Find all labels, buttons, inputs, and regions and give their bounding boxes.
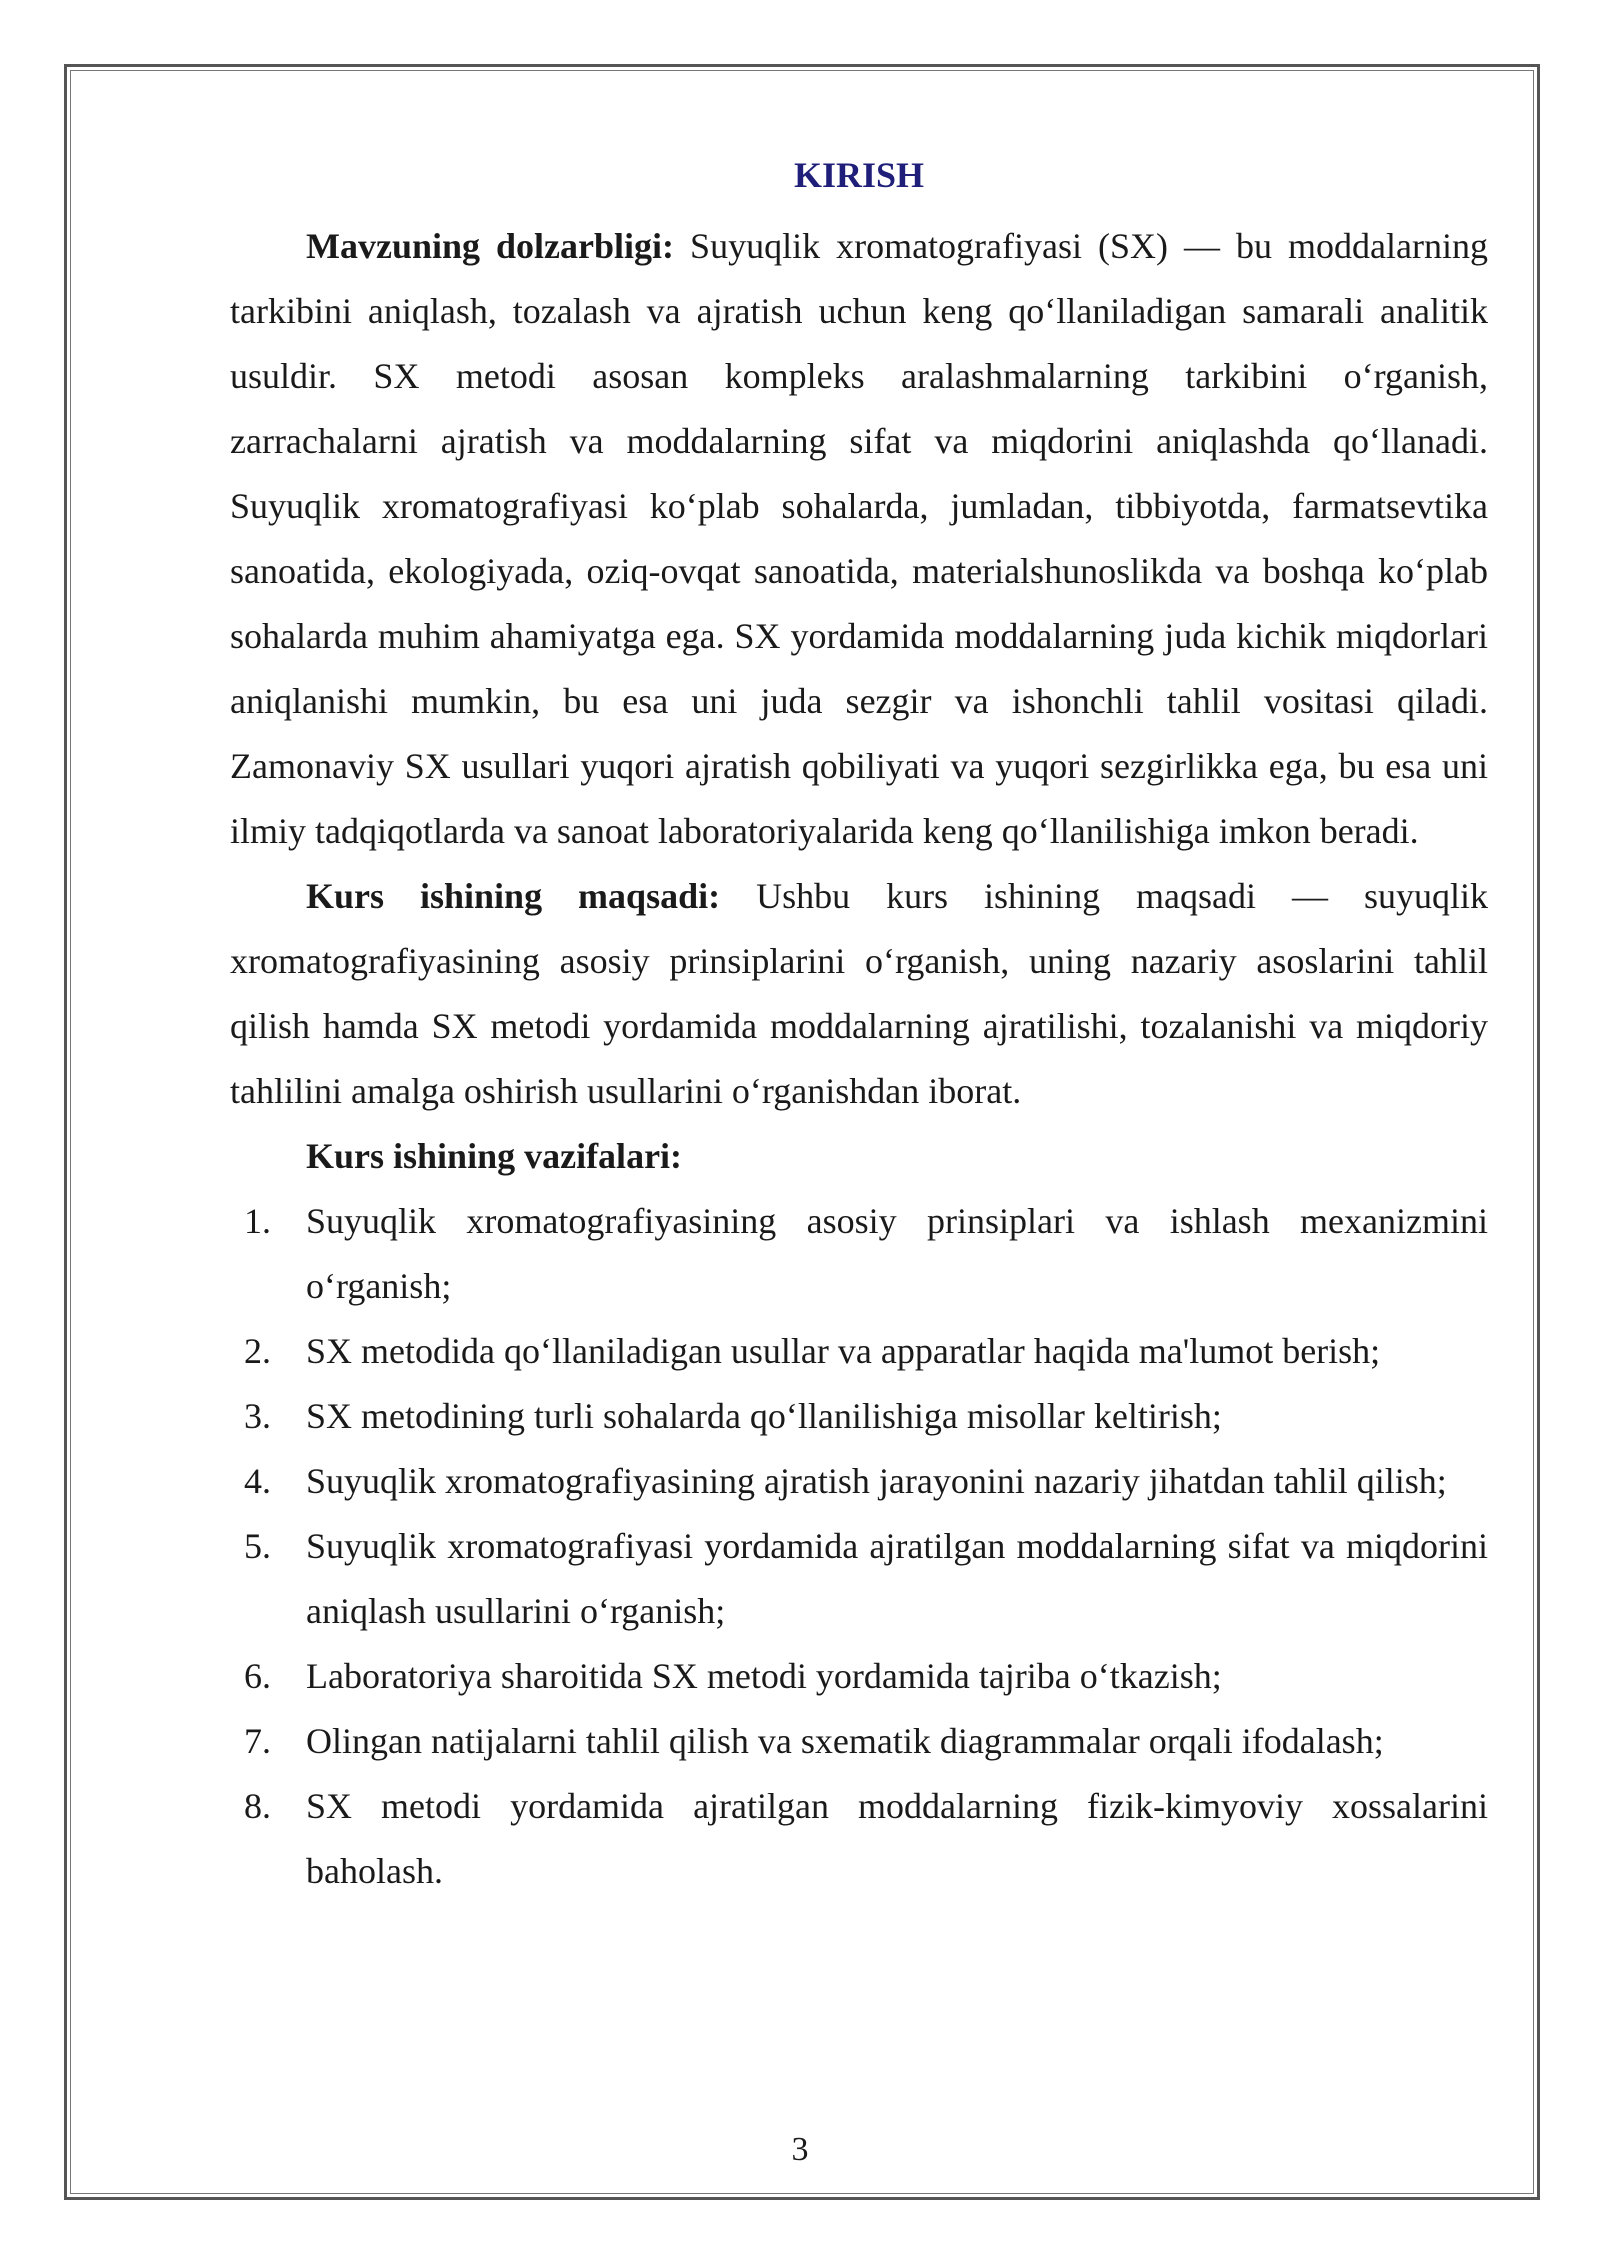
paragraph-goal bbox=[230, 864, 1488, 1124]
list-text: SX metodida qo‘llaniladigan usullar va apparatlar haqida ma'lumot berish; bbox=[306, 1331, 1381, 1371]
list-number: 6. bbox=[244, 1656, 271, 1696]
document-body bbox=[230, 150, 1488, 1904]
list-text: SX metodi yordamida ajratilgan moddalarning fizik-kimyoviy xossalarini baholash. bbox=[306, 1786, 1488, 1891]
list-item bbox=[230, 1449, 1488, 1514]
list-text: Olingan natijalarni tahlil qilish va sxematik diagrammalar orqali ifodalash; bbox=[306, 1721, 1384, 1761]
list-item bbox=[230, 1709, 1488, 1774]
paragraph-label: Mavzuning dolzarbligi: bbox=[306, 226, 675, 266]
list-number: 3. bbox=[244, 1396, 271, 1436]
paragraph-text: Ushbu kurs ishining maqsadi — suyuqlik xromatografiyasining asosiy prinsiplarini o‘rganish, uning nazariy asoslarini tahlil qilish hamda SX metodi yordamida moddalarning ajratilishi, tozalanishi va miqdoriy tahlilini amalga oshirish usullarini o‘rganishdan iborat. bbox=[230, 876, 1488, 1111]
page-number: 3 bbox=[791, 2131, 809, 2168]
list-item bbox=[230, 1384, 1488, 1449]
list-number: 4. bbox=[244, 1461, 271, 1501]
tasks-heading: Kurs ishining vazifalari: bbox=[306, 1136, 683, 1176]
list-text: Suyuqlik xromatografiyasining asosiy prinsiplari va ishlash mexanizmini o‘rganish; bbox=[306, 1201, 1488, 1306]
list-text: Suyuqlik xromatografiyasi yordamida ajratilgan moddalarning sifat va miqdorini aniqlash usullarini o‘rganish; bbox=[306, 1526, 1488, 1631]
list-number: 1. bbox=[244, 1201, 271, 1241]
list-text: SX metodining turli sohalarda qo‘llanilishiga misollar keltirish; bbox=[306, 1396, 1222, 1436]
paragraph-text: Suyuqlik xromatografiyasi (SX) — bu moddalarning tarkibini aniqlash, tozalash va ajratish uchun keng qo‘llaniladigan samarali analitik usuldir. SX metodi asosan kompleks aralashmalarning tarkibini o‘rganish, zarrachalarni ajratish va moddalarning sifat va miqdorini aniqlashda qo‘llanadi. Suyuqlik xromatografiyasi ko‘plab sohalarda, jumladan, tibbiyotda, farmatsevtika sanoatida, ekologiyada, oziq-ovqat sanoatida, materialshunoslikda va boshqa ko‘plab sohalarda muhim ahamiyatga ega. SX yordamida moddalarning juda kichik miqdorlari aniqlanishi mumkin, bu esa uni juda sezgir va ishonchli tahlil vositasi qiladi. Zamonaviy SX usullari yuqori ajratish qobiliyati va yuqori sezgirlikka ega, bu esa uni ilmiy tadqiqotlarda va sanoat laboratoriyalarida keng qo‘llanilishiga imkon beradi. bbox=[230, 226, 1488, 851]
paragraph-relevance bbox=[230, 214, 1488, 864]
document-title: KIRISH bbox=[793, 155, 925, 195]
list-item bbox=[230, 1774, 1488, 1904]
list-text: Laboratoriya sharoitida SX metodi yordamida tajriba o‘tkazish; bbox=[306, 1656, 1222, 1696]
paragraph-label: Kurs ishining maqsadi: bbox=[306, 876, 721, 916]
list-item bbox=[230, 1319, 1488, 1384]
list-number: 5. bbox=[244, 1526, 271, 1566]
list-item bbox=[230, 1514, 1488, 1644]
list-number: 7. bbox=[244, 1721, 271, 1761]
list-text: Suyuqlik xromatografiyasining ajratish jarayonini nazariy jihatdan tahlil qilish; bbox=[306, 1461, 1447, 1501]
list-number: 2. bbox=[244, 1331, 271, 1371]
list-item bbox=[230, 1189, 1488, 1319]
list-item bbox=[230, 1644, 1488, 1709]
list-number: 8. bbox=[244, 1786, 271, 1826]
tasks-list bbox=[230, 1189, 1488, 1904]
